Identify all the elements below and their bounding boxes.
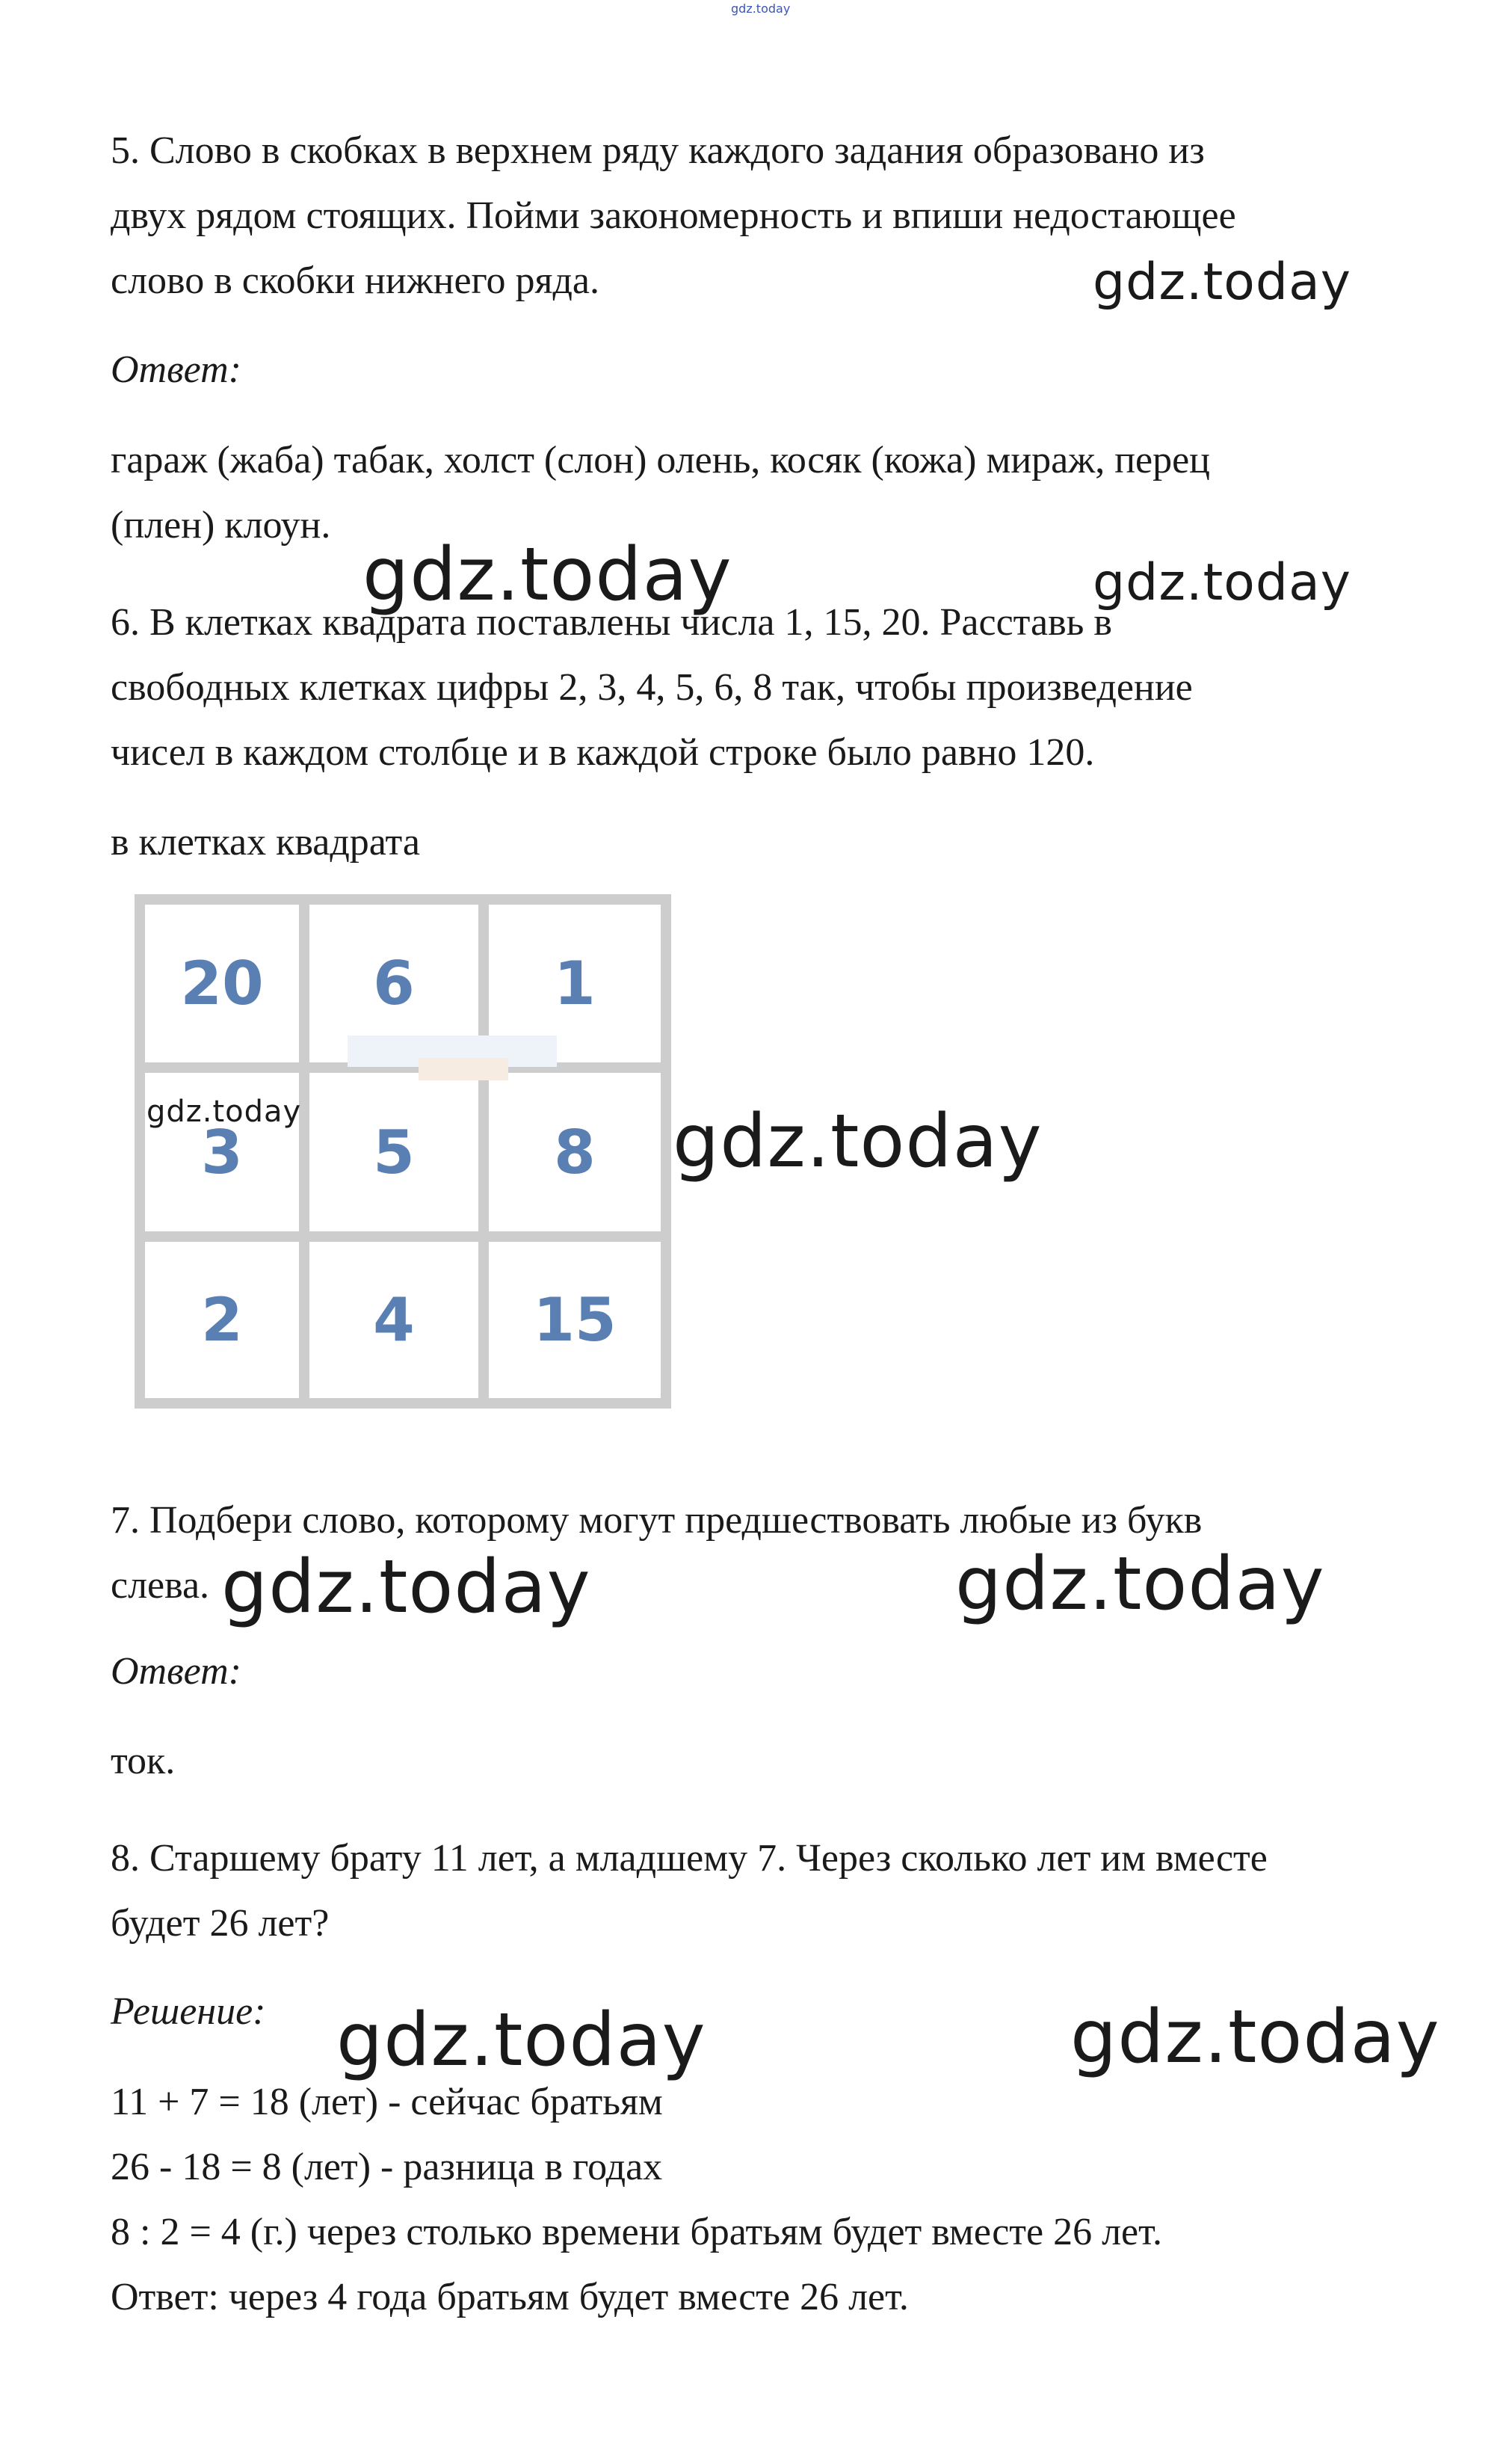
task8-solution-line-4: Ответ: через 4 года братьям будет вместе 26 лет. (111, 2276, 909, 2318)
watermark: gdz.today (146, 1095, 302, 1129)
square-cell: 15 (489, 1242, 661, 1398)
task5-answer-label: Ответ: (111, 348, 241, 391)
task5-answer-line-2: (плен) клоун. (111, 504, 331, 547)
task8-line-1: 8. Старшему брату 11 лет, а младшему 7. Через сколько лет им вместе (111, 1837, 1268, 1880)
task8-solution-label: Решение: (111, 1990, 266, 2033)
task5-line-1: 5. Слово в скобках в верхнем ряду каждого задания образовано из (111, 129, 1205, 172)
task5-line-2: двух рядом стоящих. Пойми закономерность и впиши недостающее (111, 194, 1236, 237)
task5-line-3: слово в скобки нижнего ряда. (111, 259, 600, 302)
watermark: gdz.today (673, 1099, 1043, 1184)
task8-line-2: будет 26 лет? (111, 1902, 330, 1945)
square-cell: 2 (145, 1242, 299, 1398)
task6-caption: в клетках квадрата (111, 821, 420, 864)
smudge (419, 1058, 508, 1080)
watermark-top: gdz.today (731, 1, 791, 16)
task7-line-2: слева. (111, 1564, 210, 1607)
square-cell: 4 (309, 1242, 478, 1398)
watermark: gdz.today (362, 532, 732, 618)
task7-answer: ток. (111, 1740, 176, 1782)
square-cell: 1 (489, 905, 661, 1062)
watermark: gdz.today (221, 1545, 591, 1630)
task7-answer-label: Ответ: (111, 1650, 241, 1693)
task5-answer-line-1: гараж (жаба) табак, холст (слон) олень, косяк (кожа) мираж, перец (111, 439, 1211, 481)
square-cell: 6 (309, 905, 478, 1062)
task7-line-1: 7. Подбери слово, которому могут предшествовать любые из букв (111, 1499, 1203, 1542)
watermark: gdz.today (336, 1998, 706, 2083)
watermark: gdz.today (1093, 553, 1351, 612)
number-square (135, 894, 671, 1409)
task8-solution-line-1: 11 + 7 = 18 (лет) - сейчас братьям (111, 2081, 663, 2123)
square-cell: 5 (309, 1073, 478, 1231)
watermark: gdz.today (955, 1542, 1325, 1627)
square-cell: 20 (145, 905, 299, 1062)
task6-line-2: свободных клетках цифры 2, 3, 4, 5, 6, 8 так, чтобы произведение (111, 666, 1193, 709)
watermark: gdz.today (1070, 1995, 1440, 2080)
task8-solution-line-2: 26 - 18 = 8 (лет) - разница в годах (111, 2146, 663, 2188)
watermark: gdz.today (1093, 253, 1351, 312)
square-cell: 3 (145, 1073, 299, 1231)
task8-solution-line-3: 8 : 2 = 4 (г.) через столько времени братьям будет вместе 26 лет. (111, 2211, 1162, 2253)
square-cell: 8 (489, 1073, 661, 1231)
task6-line-3: чисел в каждом столбце и в каждой строке было равно 120. (111, 731, 1095, 774)
task6-line-1: 6. В клетках квадрата поставлены числа 1, 15, 20. Расставь в (111, 601, 1112, 644)
